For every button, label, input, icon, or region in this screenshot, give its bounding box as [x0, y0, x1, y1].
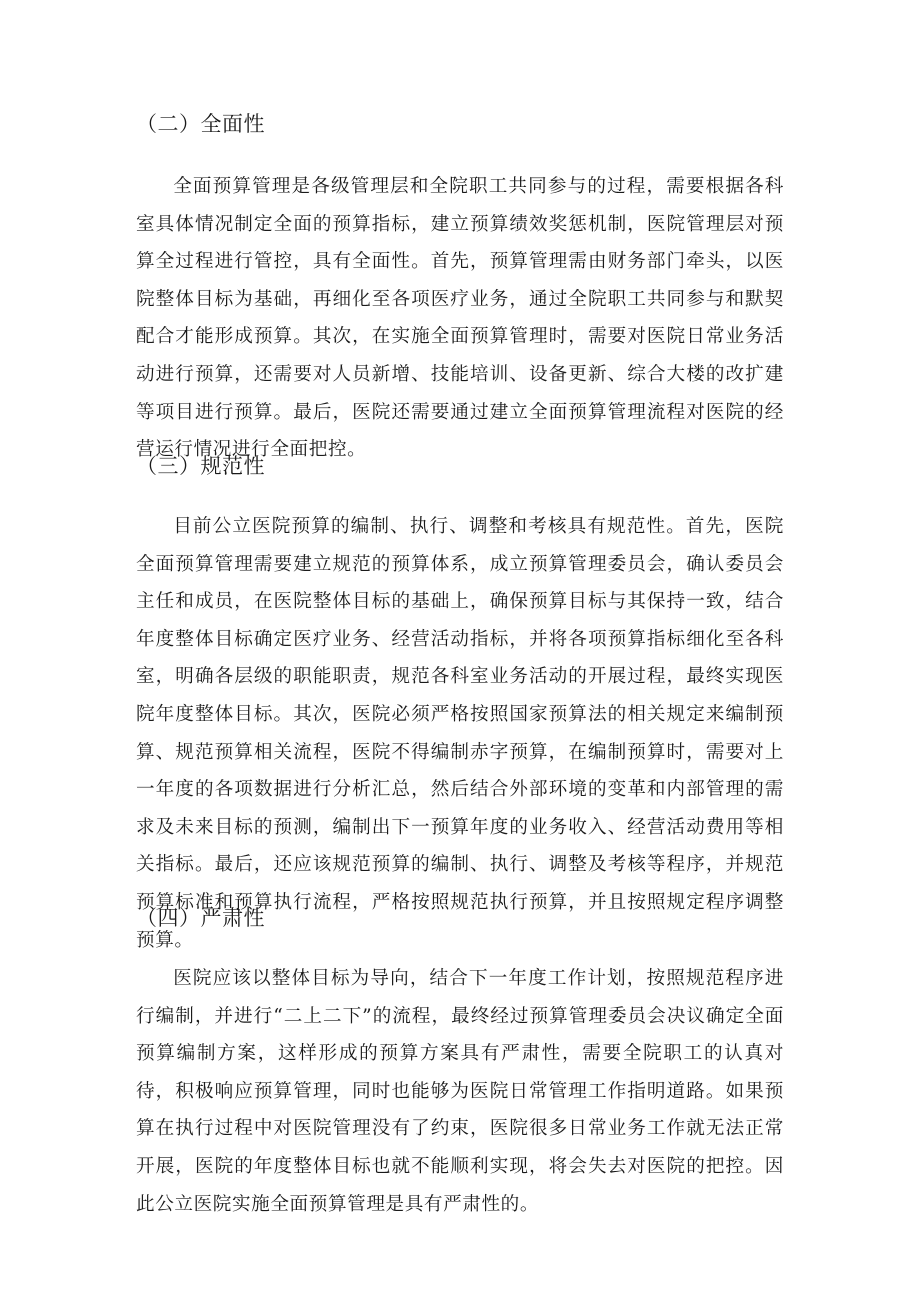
section-paragraph-standardization: 目前公立医院预算的编制、执行、调整和考核具有规范性。首先，医院全面预算管理需要建立规范的预算体系，成立预算管理委员会，确认委员会主任和成员，在医院整体目标的基础上，确保预算目标与其保持一致，结合年度整体目标确定医疗业务、经营活动指标，并将各项预算指标细化至各科室，明确各层级的职能职责，规范各科室业务活动的开展过程，最终实现医院年度整体目标。其次，医院必须严格按照国家预算法的相关规定来编制预算、规范预算相关流程，医院不得编制赤字预算，在编制预算时，需要对上一年度的各项数据进行分析汇总，然后结合外部环境的变革和内部管理的需求及未来目标的预测，编制出下一预算年度的业务收入、经营活动费用等相关指标。最后，还应该规范预算的编制、执行、调整及考核等程序，并规范预算标准和预算执行流程，严格按照规范执行预算，并且按照规定程序调整预算。	[136, 516, 784, 951]
section-heading-standardization: （三）规范性	[136, 454, 265, 478]
section-paragraph-comprehensiveness: 全面预算管理是各级管理层和全院职工共同参与的过程，需要根据各科室具体情况制定全面的预算指标，建立预算绩效奖惩机制，医院管理层对预算全过程进行管控，具有全面性。首先，预算管理需由财务部门牵头，以医院整体目标为基础，再细化至各项医疗业务，通过全院职工共同参与和默契配合才能形成预算。其次，在实施全面预算管理时，需要对医院日常业务活动进行预算，还需要对人员新增、技能培训、设备更新、综合大楼的改扩建等项目进行预算。最后，医院还需要通过建立全面预算管理流程对医院的经营运行情况进行全面把控。	[136, 176, 784, 461]
section-paragraph-seriousness: 医院应该以整体目标为导向，结合下一年度工作计划，按照规范程序进行编制，并进行“二上二下”的流程，最终经过预算管理委员会决议确定全面预算编制方案，这样形成的预算方案具有严肃性，需要全院职工的认真对待，积极响应预算管理，同时也能够为医院日常管理工作指明道路。如果预算在执行过程中对医院管理没有了约束，医院很多日常业务工作就无法正常开展，医院的年度整体目标也就不能顺利实现，将会失去对医院的把控。因此公立医院实施全面预算管理是具有严肃性的。	[136, 968, 784, 1215]
section-heading-seriousness: （四）严肃性	[136, 906, 265, 930]
section-heading-comprehensiveness: （二）全面性	[136, 112, 265, 136]
